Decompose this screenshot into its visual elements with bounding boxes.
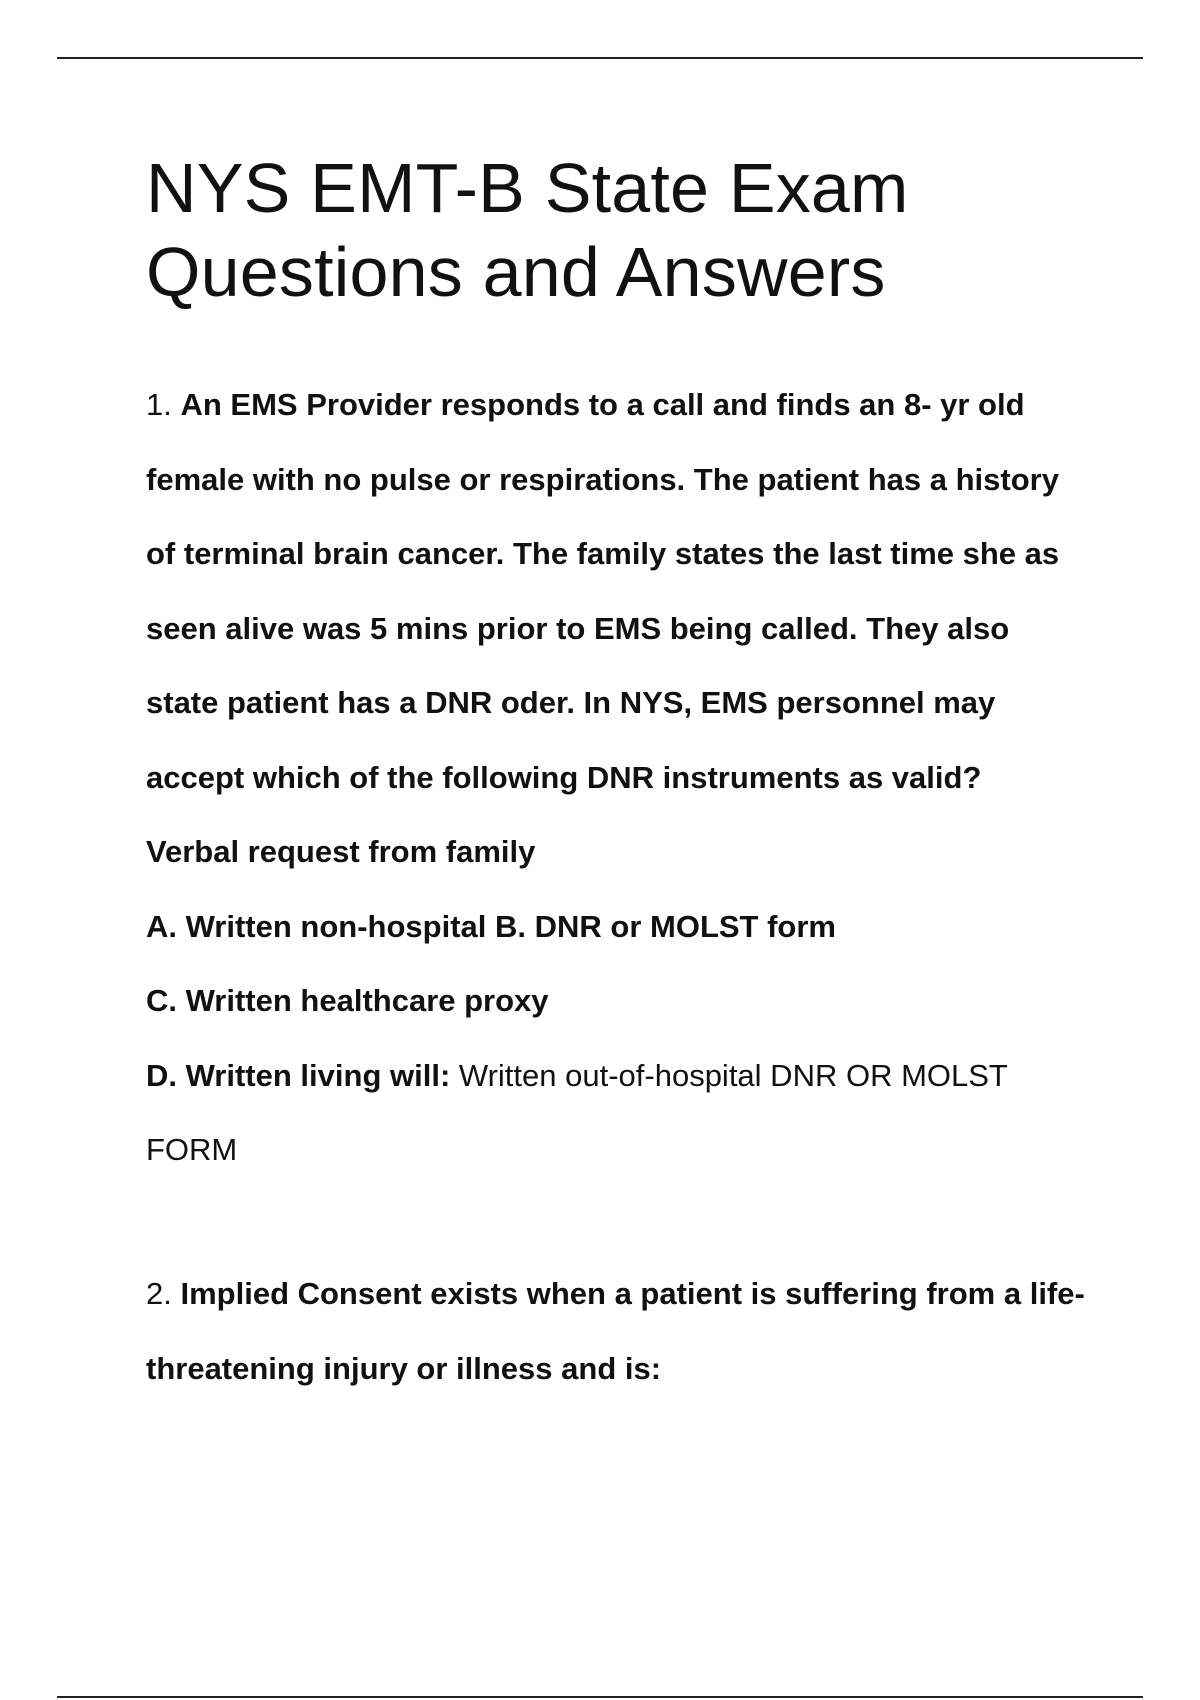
question-number: 1. (146, 387, 172, 422)
question-text: Implied Consent exists when a patient is suffering from a life-threatening injury or illness and is: (146, 1276, 1085, 1386)
page-title: NYS EMT-B State Exam Questions and Answers (146, 149, 909, 311)
question-number: 2. (146, 1276, 172, 1311)
bottom-rule (57, 1696, 1143, 1698)
question-2 (146, 1257, 1086, 1406)
option-line: D. Written living will: (146, 1057, 451, 1093)
answer-text: Written out-of-hospital DNR OR MOLST FORM (146, 1057, 1008, 1167)
option-line: Verbal request from family (146, 834, 536, 869)
question-1 (146, 368, 1086, 1188)
top-rule (57, 57, 1143, 59)
option-line: A. Written non-hospital B. DNR or MOLST form (146, 908, 836, 944)
option-line: C. Written healthcare proxy (146, 983, 549, 1018)
question-text: An EMS Provider responds to a call and finds an 8- yr old female with no pulse or respirations. The patient has a history of terminal brain cancer. The family states the last time she as seen alive was 5 mins prior to EMS being called. They also state patient has a DNR oder. In NYS, EMS personnel may accept which of the following DNR instruments as valid? (146, 387, 1060, 795)
